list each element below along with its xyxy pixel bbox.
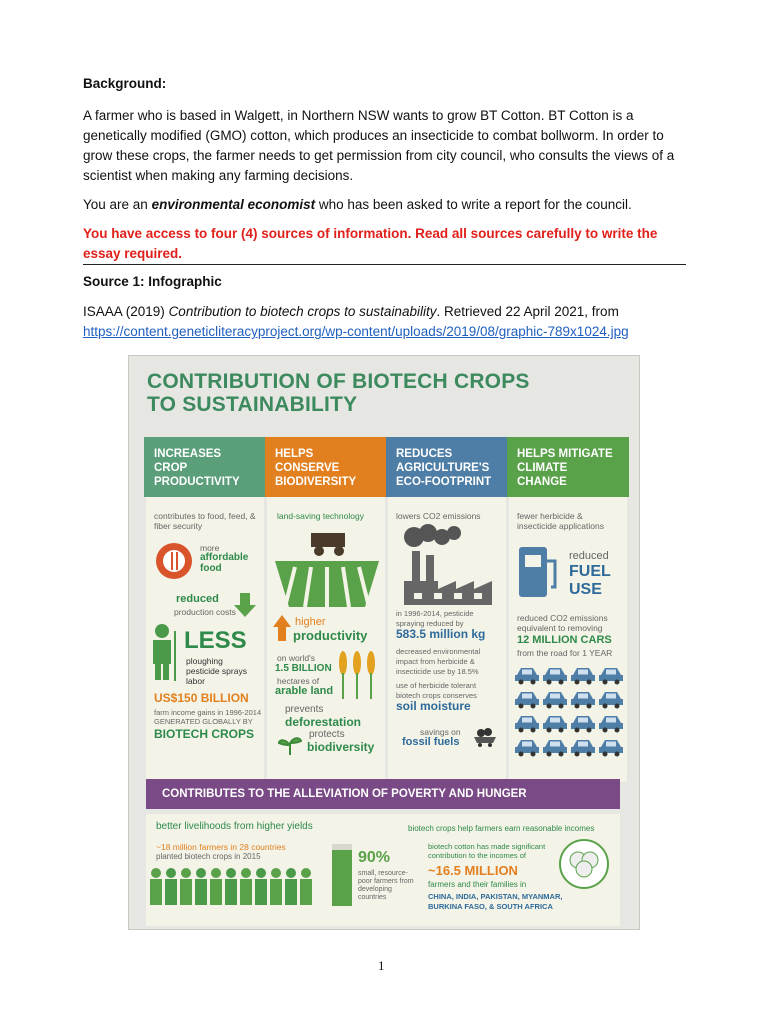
factory-icon: [394, 523, 494, 605]
divider: [83, 264, 686, 265]
cars-grid-icon: [513, 663, 625, 763]
percent-bar-track: [332, 844, 352, 906]
page-number: 1: [378, 958, 385, 973]
coal-cart-icon: [474, 727, 496, 747]
wheat-icon: [335, 649, 379, 699]
column-header: HELPS CONSERVE BIODIVERSITY: [265, 437, 387, 497]
column-header: HELPS MITIGATE CLIMATE CHANGE: [507, 437, 629, 497]
column-header: INCREASES CROP PRODUCTIVITY: [144, 437, 266, 497]
bottom-panel: better livelihoods from higher yields biotech crops help farmers earn reasonable incomes ~18 million farmers in 28 countries planted biotech crops in 2015 90% small, resource-poor farmers from developing countries biotech cotton has made significant contribution to the incomes of ~16.5 MILLION farmers and their families in CHINA, INDIA, PAKISTAN, MYANMAR, BURKINA FASO, & SOUTH AFRICA: [146, 814, 620, 926]
column-biodiversity: HELPS CONSERVE BIODIVERSITY land-saving technology higher productivity on world's 1.5 BILLION hectares of arable land prevents deforestation protects biodiversity: [267, 437, 385, 782]
instruction-paragraph: You have access to four (4) sources of information. Read all sources carefully to write the essay required.: [83, 226, 658, 261]
column-header: REDUCES AGRICULTURE'S ECO-FOOTPRINT: [386, 437, 508, 497]
up-arrow-icon: [273, 615, 291, 641]
column-eco-footprint: REDUCES AGRICULTURE'S ECO-FOOTPRINT lowers CO2 emissions in 1996-2014, pesticide spraying reduced by 583.5 million kg decreased environmental impact from herbicide & insecticide use by 18.5% use of herbicide tolerant biotech crops conserves soil moisture savings on fossil fuels: [388, 437, 506, 782]
column-climate-change: HELPS MITIGATE CLIMATE CHANGE fewer herbicide & insecticide applications reduced FUEL USE reduced CO2 emissions equivalent to removing 12 MILLION CARS from the road for 1 YEAR: [509, 437, 627, 782]
field-tractor-icon: [275, 527, 379, 607]
column-productivity: INCREASES CROP PRODUCTIVITY contributes to food, feed, & fiber security more affordable food reduced production costs LESS ploughing pesticide sprays labor US$150 BILLION farm income gains in 1996-2014 GENERATED GLOBALLY BY BIOTECH CROPS: [146, 437, 264, 782]
fuel-pump-icon: [515, 541, 561, 597]
background-heading: Background:: [83, 76, 167, 91]
background-paragraph: A farmer who is based in Walgett, in Northern NSW wants to grow BT Cotton. BT Cotton is a genetically modified (GMO) cotton, which produces an insecticide to combat bollworm. In order to grow these crops, the farmer needs to get permission from city council, who consults the views of a scientist when making any farming decisions.: [83, 108, 675, 183]
down-arrow-icon: [234, 593, 256, 617]
farmer-icon: [150, 623, 180, 681]
percent-bar-fill: [332, 850, 352, 906]
sprout-icon: [277, 735, 303, 755]
poverty-banner: CONTRIBUTES TO THE ALLEVIATION OF POVERTY AND HUNGER: [146, 779, 620, 809]
cotton-icon: [558, 838, 610, 890]
citation: ISAAA (2019) Contribution to biotech crops to sustainability. Retrieved 22 April 2021, from https://content.geneticliteracyproject.org/wp-content/uploads/2019/08/graphic-789x1024.jpg: [83, 304, 629, 339]
source-heading: Source 1: Infographic: [83, 274, 222, 289]
source-link[interactable]: https://content.geneticliteracyproject.org/wp-content/uploads/2019/08/graphic-789x1024.jpg: [83, 324, 629, 339]
farmers-crowd-icon: [150, 866, 326, 906]
infographic-title: CONTRIBUTION OF BIOTECH CROPS TO SUSTAINABILITY: [147, 370, 530, 416]
infographic-image: [128, 355, 640, 930]
role-paragraph: You are an environmental economist who has been asked to write a report for the council.: [83, 197, 632, 212]
plate-icon: [154, 541, 194, 581]
